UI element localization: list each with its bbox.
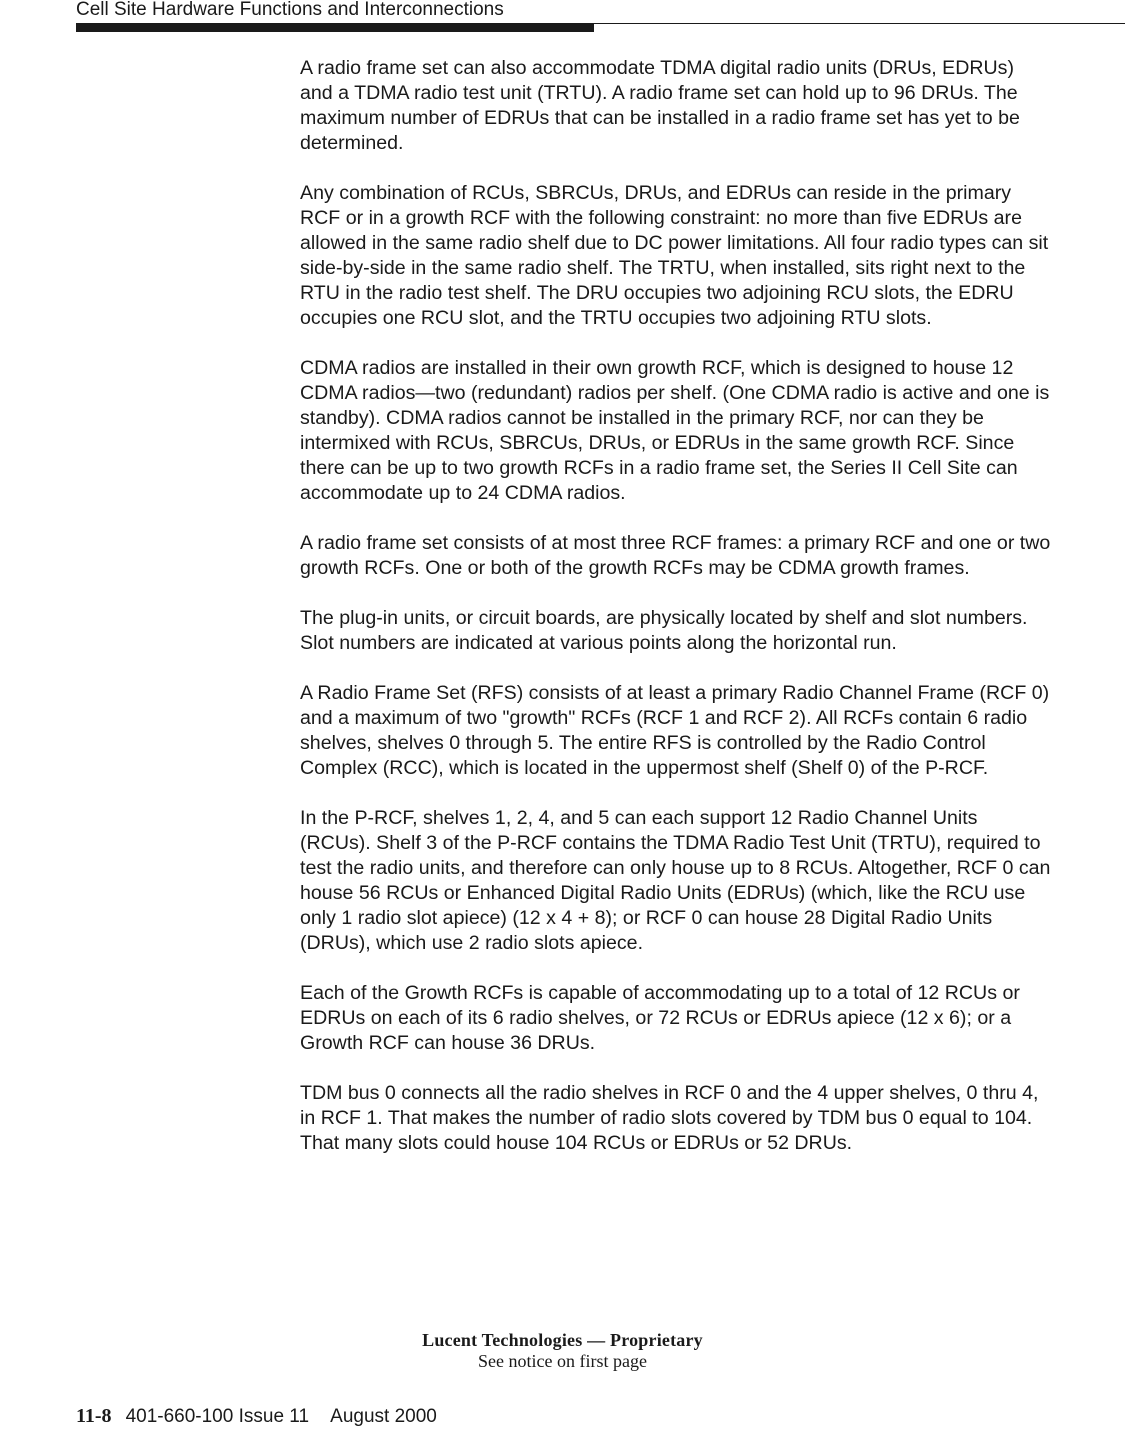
paragraph-prcf-shelves: In the P-RCF, shelves 1, 2, 4, and 5 can each support 12 Radio Channel Units (RCUs). Shelf 3 of the P-RCF contains the TDMA Radio Test Unit (TRTU), required to test the radio units, and therefore can only house up to 8 RCUs. Altogether, RCF 0 can house 56 RCUs or Enhanced Digital Radio Units (EDRUs) (which, like the RCU use only 1 radio slot apiece) (12 x 4 + 8); or RCF 0 can house 28 Digital Radio Units (DRUs), which use 2 radio slots apiece. <box>300 807 1051 954</box>
page-folio <box>76 1405 437 1428</box>
body-text <box>300 56 1052 1181</box>
see-notice: See notice on first page <box>478 1351 647 1371</box>
paragraph-tdma-radios: A radio frame set can also accommodate TDMA digital radio units (DRUs, EDRUs) and a TDMA radio test unit (TRTU). A radio frame set can hold up to 96 DRUs. The maximum number of EDRUs that can be installed in a radio frame set has yet to be determined. <box>300 57 1020 154</box>
paragraph-radio-combination: Any combination of RCUs, SBRCUs, DRUs, and EDRUs can reside in the primary RCF or in a growth RCF with the following constraint: no more than five EDRUs are allowed in the same radio shelf due to DC power limitations. All four radio types can sit side-by-side in the same radio shelf. The TRTU, when installed, sits right next to the RTU in the radio test shelf. The DRU occupies two adjoining RCU slots, the EDRU occupies one RCU slot, and the TRTU occupies two adjoining RTU slots. <box>300 182 1049 329</box>
issue-date: August 2000 <box>330 1406 437 1427</box>
paragraph-rfs-definition: A Radio Frame Set (RFS) consists of at least a primary Radio Channel Frame (RCF 0) and a maximum of two "growth" RCFs (RCF 1 and RCF 2). All RCFs contain 6 radio shelves, shelves 0 through 5. The entire RFS is controlled by the Radio Control Complex (RCC), which is located in the uppermost shelf (Shelf 0) of the P-RCF. <box>300 682 1050 779</box>
header-bar <box>76 24 594 32</box>
footer-notice <box>0 1329 1125 1371</box>
page-number: 11-8 <box>76 1405 112 1427</box>
paragraph-growth-rcf: Each of the Growth RCFs is capable of accommodating up to a total of 12 RCUs or EDRUs on each of its 6 radio shelves, or 72 RCUs or EDRUs apiece (12 x 6); or a Growth RCF can house 36 DRUs. <box>300 982 1020 1054</box>
paragraph-cdma-radios: CDMA radios are installed in their own growth RCF, which is designed to house 12 CDMA radios—two (redundant) radios per shelf. (One CDMA radio is active and one is standby). CDMA radios cannot be installed in the primary RCF, nor can they be intermixed with RCUs, SBRCUs, DRUs, or EDRUs in the same growth RCF. Since there can be up to two growth RCFs in a radio frame set, the Series II Cell Site can accommodate up to 24 CDMA radios. <box>300 357 1050 504</box>
paragraph-tdm-bus: TDM bus 0 connects all the radio shelves in RCF 0 and the 4 upper shelves, 0 thru 4, in RCF 1. That makes the number of radio slots covered by TDM bus 0 equal to 104. That many slots could house 104 RCUs or EDRUs or 52 DRUs. <box>300 1082 1039 1154</box>
document-id: 401-660-100 Issue 11 <box>125 1406 310 1427</box>
running-header: Cell Site Hardware Functions and Interconnections <box>76 0 504 20</box>
paragraph-plug-in-units: The plug-in units, or circuit boards, are physically located by shelf and slot numbers. Slot numbers are indicated at various points along the horizontal run. <box>300 607 1028 654</box>
proprietary-notice: Lucent Technologies — Proprietary <box>422 1330 703 1350</box>
paragraph-frame-set-composition: A radio frame set consists of at most three RCF frames: a primary RCF and one or two growth RCFs. One or both of the growth RCFs may be CDMA growth frames. <box>300 532 1051 579</box>
